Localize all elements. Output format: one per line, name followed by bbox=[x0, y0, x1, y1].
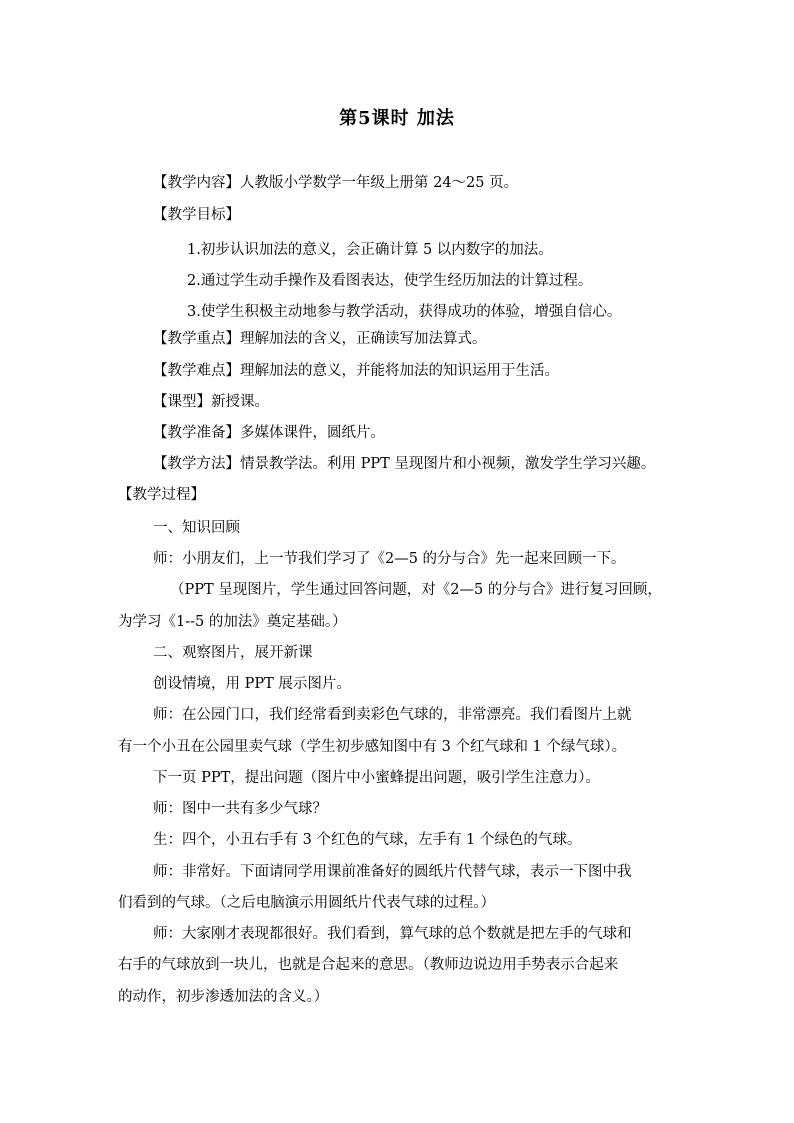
section-heading: 一、知识回顾 bbox=[153, 520, 240, 536]
text-line: 1.初步认识加法的意义，会正确计算 5 以内数字的加法。 bbox=[187, 242, 553, 258]
text-line: 3.使学生积极主动地参与教学活动，获得成功的体验，增强自信心。 bbox=[187, 304, 622, 320]
text-line: 【教学方法】情景教学法。利用 PPT 呈现图片和小视频，激发学生学习兴趣。 bbox=[153, 456, 656, 472]
text-line: 生：四个，小丑右手有 3 个红色的气球，左手有 1 个绿色的气球。 bbox=[153, 832, 582, 848]
text-line: 【课型】新授课。 bbox=[153, 394, 269, 410]
text-line: 【教学目标】 bbox=[153, 207, 240, 223]
section-heading: 【教学过程】 bbox=[118, 487, 205, 503]
text-line: 师：图中一共有多少气球？ bbox=[153, 801, 327, 817]
text-line: 2.通过学生动手操作及看图表达，使学生经历加法的计算过程。 bbox=[187, 273, 593, 289]
text-line: 【教学难点】理解加法的意义，并能将加法的知识运用于生活。 bbox=[153, 363, 559, 379]
text-line: 创设情境，用 PPT 展示图片。 bbox=[153, 676, 351, 692]
text-line: 师：小朋友们，上一节我们学习了《2—5 的分与合》先一起来回顾一下。 bbox=[153, 551, 626, 567]
text-line: 右手的气球放到一块儿，也就是合起来的意思。（教师边说边用手势表示合起来 bbox=[118, 957, 619, 973]
text-line: 师：在公园门口，我们经常看到卖彩色气球的，非常漂亮。我们看图片上就 bbox=[153, 707, 632, 723]
text-line: 们看到的气球。（之后电脑演示用圆纸片代表气球的过程。） bbox=[118, 895, 495, 911]
text-line: 【教学重点】理解加法的含义，正确读写加法算式。 bbox=[153, 331, 487, 347]
text-line: 的动作，初步渗透加法的含义。） bbox=[118, 989, 329, 1005]
text-line: 为学习《1--5 的加法》奠定基础。） bbox=[118, 614, 347, 630]
page-title: 第5课时 加法 bbox=[339, 108, 455, 129]
text-line: （PPT 呈现图片，学生通过回答问题，对《2—5 的分与合》进行复习回顾， bbox=[170, 582, 662, 598]
text-line: 有一个小丑在公园里卖气球（学生初步感知图中有 3 个红气球和 1 个绿气球）。 bbox=[118, 739, 627, 755]
text-line: 下一页 PPT，提出问题（图片中小蜜蜂提出问题，吸引学生注意力）。 bbox=[153, 770, 601, 786]
text-line: 【教学内容】人教版小学数学一年级上册第 24～25 页。 bbox=[153, 175, 519, 191]
text-line: 【教学准备】多媒体课件，圆纸片。 bbox=[153, 425, 385, 441]
text-line: 师：非常好。下面请同学用课前准备好的圆纸片代替气球，表示一下图中我 bbox=[153, 864, 632, 880]
text-line: 师：大家刚才表现都很好。我们看到，算气球的总个数就是把左手的气球和 bbox=[153, 926, 632, 942]
section-heading: 二、观察图片，展开新课 bbox=[153, 645, 313, 661]
